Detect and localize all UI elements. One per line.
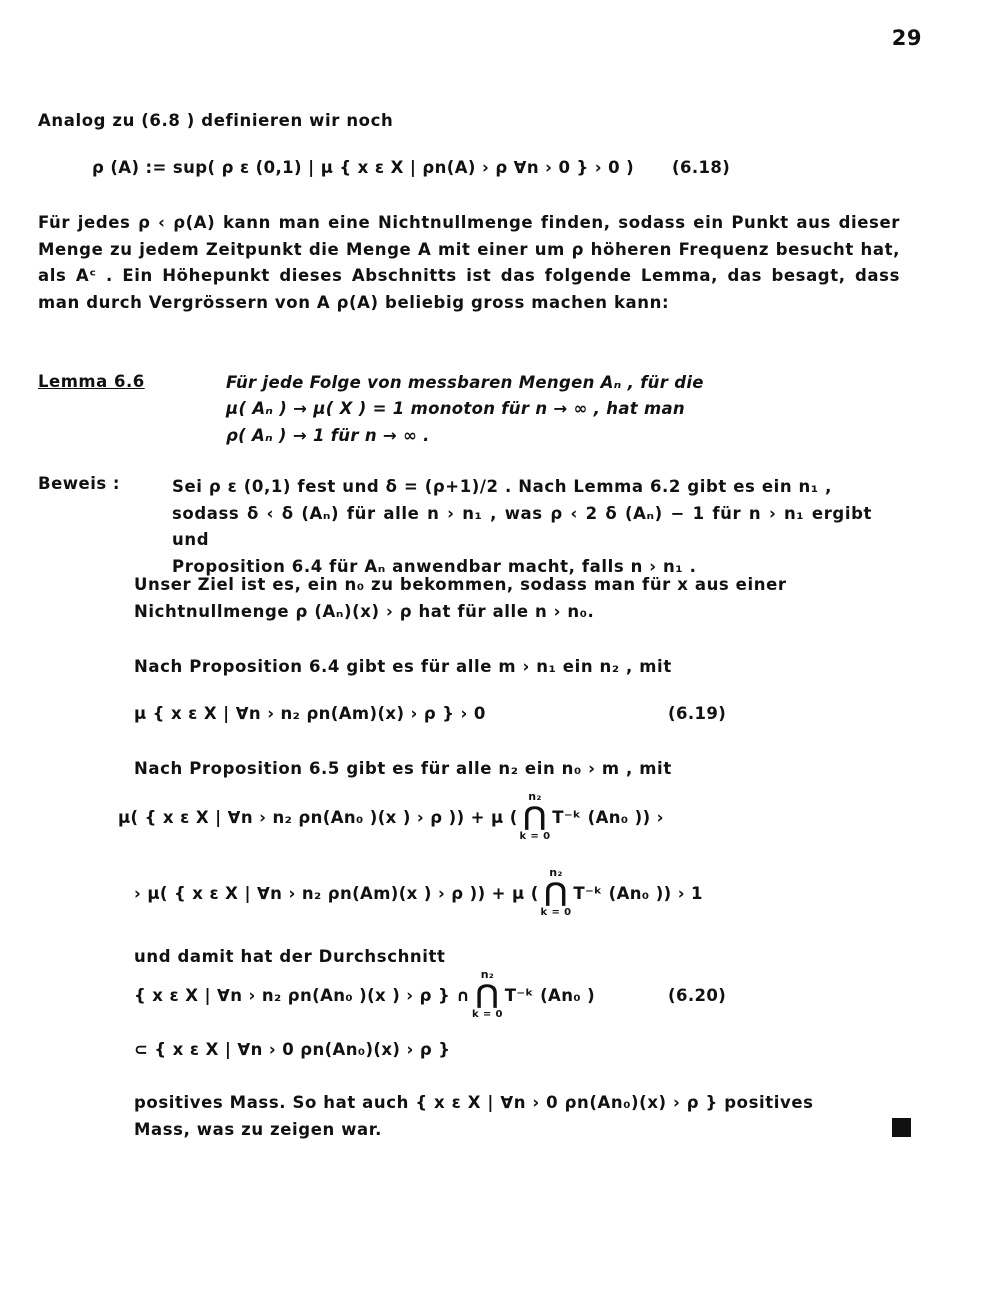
proof-line-1: Sei ρ ε (0,1) fest und δ = (ρ+1)/2 . Nach Lemma 6.2 gibt es ein n₁ , (172, 477, 832, 496)
proof-label: Beweis : (38, 474, 121, 493)
intro-line: Analog zu (6.8 ) definieren wir noch (38, 111, 394, 130)
intersection-upper-limit: n₂ (528, 790, 542, 803)
intersection-upper-limit: n₂ (549, 866, 563, 879)
formula-6-19: μ { x ε X | ∀n › n₂ ρn(Am)(x) › ρ } › 0 (134, 704, 486, 723)
qed-square-icon (892, 1118, 911, 1137)
closing-block (134, 1090, 904, 1143)
intersection-operator-icon: ⋂ n₂ k = 0 (519, 790, 551, 843)
formula-6-20a-part2: T⁻ᵏ (An₀ )) › (552, 808, 664, 827)
proof-line-8: und damit hat der Durchschnitt (134, 947, 446, 966)
lemma-line-3: ρ( Aₙ ) → 1 für n → ∞ . (226, 425, 430, 445)
formula-6-20a-part1: μ( { x ε X | ∀n › n₂ ρn(An₀ )(x ) › ρ )) + μ ( (118, 808, 518, 827)
intersection-lower-limit: k = 0 (471, 1009, 503, 1021)
closing-line-2: Mass, was zu zeigen war. (134, 1119, 383, 1139)
intersection-operator-icon: ⋂ n₂ k = 0 (471, 968, 503, 1021)
intersection-operator-icon: ⋂ n₂ k = 0 (540, 866, 572, 919)
formula-6-20a (118, 790, 664, 843)
proof-line-5: Nichtnullmenge ρ (Aₙ)(x) › ρ hat für alle n › n₀. (134, 601, 595, 621)
formula-6-20-part1: { x ε X | ∀n › n₂ ρn(An₀ )(x ) › ρ } ∩ (134, 986, 471, 1005)
proof-block-1 (172, 474, 872, 581)
equation-number-6-20: (6.20) (668, 986, 727, 1005)
formula-6-18 (92, 158, 634, 177)
proof-block-2 (134, 572, 904, 625)
lemma-label: Lemma 6.6 (38, 372, 145, 391)
proof-line-6: Nach Proposition 6.4 gibt es für alle m › n₁ ein n₂ , mit (134, 657, 672, 676)
equation-number-6-19: (6.19) (668, 704, 727, 723)
lemma-line-1: Für jede Folge von messbaren Mengen Aₙ , für die (226, 373, 704, 392)
formula-6-18-text: ρ (A) := sup( ρ ε (0,1) | μ { x ε X | ρn(A) › ρ ∀n › 0 } › 0 ) (92, 158, 635, 177)
page-number: 29 (891, 26, 922, 50)
proof-line-4: Unser Ziel ist es, ein n₀ zu bekommen, sodass man für x aus einer (134, 575, 787, 594)
paragraph-1: Für jedes ρ ‹ ρ(A) kann man eine Nichtnullmenge finden, sodass ein Punkt aus dieser Menge zu jedem Zeitpunkt die Menge A mit einer um ρ höheren Frequenz besucht hat, als Aᶜ . Ein Höhepunkt dieses Abschnitts ist das folgende Lemma, das besagt, dass man durch Vergrössern von A ρ(A) beliebig gross machen kann: (38, 213, 900, 313)
equation-number-6-18: (6.18) (672, 158, 731, 177)
intersection-lower-limit: k = 0 (519, 831, 551, 843)
lemma-body (226, 370, 826, 449)
proof-line-3: Proposition 6.4 für Aₙ anwendbar macht, falls n › n₁ . (172, 557, 697, 577)
formula-6-20 (134, 968, 596, 1021)
closing-line-1: positives Mass. So hat auch { x ε X | ∀n › 0 ρn(An₀)(x) › ρ } positives (134, 1093, 814, 1112)
lemma-line-2: μ( Aₙ ) → μ( X ) = 1 monoton für n → ∞ , hat man (226, 399, 685, 419)
intersection-upper-limit: n₂ (480, 968, 495, 981)
formula-6-20b (134, 866, 703, 919)
formula-6-20-part2: T⁻ᵏ (An₀ ) (504, 986, 596, 1005)
formula-6-20b-part2: T⁻ᵏ (An₀ )) › 1 (573, 884, 703, 903)
intersection-lower-limit: k = 0 (540, 907, 572, 919)
proof-line-2: sodass δ ‹ δ (Aₙ) für alle n › n₁ , was ρ ‹ 2 δ (Aₙ) − 1 für n › n₁ ergibt und (172, 503, 872, 550)
formula-6-20-subset: ⊂ { x ε X | ∀n › 0 ρn(An₀)(x) › ρ } (134, 1040, 451, 1059)
formula-6-20b-part1: › μ( { x ε X | ∀n › n₂ ρn(Am)(x ) › ρ )) + μ ( (134, 884, 539, 903)
proof-line-7: Nach Proposition 6.5 gibt es für alle n₂ ein n₀ › m , mit (134, 759, 672, 778)
